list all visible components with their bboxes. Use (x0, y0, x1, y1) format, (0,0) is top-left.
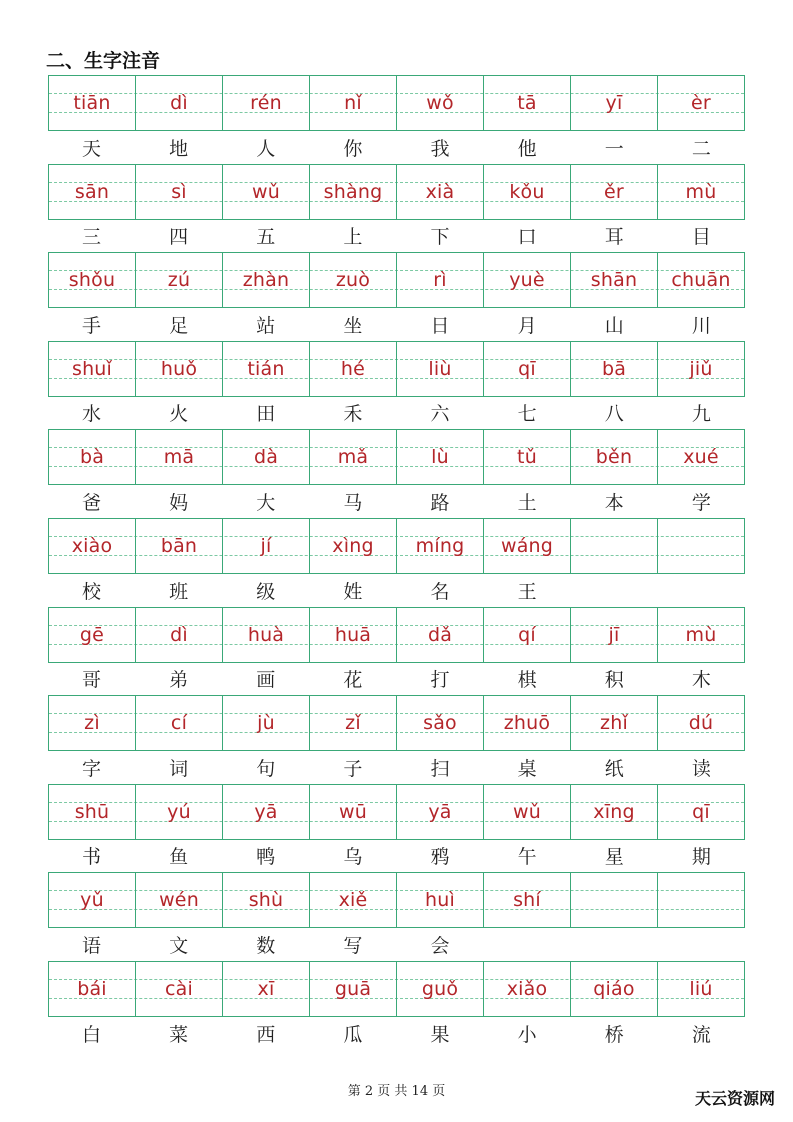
pinyin-cell: bái (49, 962, 136, 1016)
hanzi-character: 我 (430, 137, 450, 160)
pinyin-cell: cài (136, 962, 223, 1016)
hanzi-character: 会 (430, 934, 450, 957)
hanzi-character: 菜 (169, 1023, 189, 1046)
pinyin-cell: sān (49, 165, 136, 219)
pinyin-cell: zǐ (310, 696, 397, 750)
hanzi-character: 写 (343, 934, 363, 957)
pinyin-cell: qī (692, 800, 710, 823)
hanzi-character: 天 (82, 137, 102, 160)
pinyin-cell: yā (223, 785, 310, 839)
pinyin-cell: shuǐ (49, 342, 136, 396)
hanzi-row (48, 397, 745, 429)
pinyin-cell: qiáo (571, 962, 658, 1016)
pinyin-row (48, 518, 745, 574)
hanzi-character: 你 (343, 137, 363, 160)
hanzi-character: 水 (82, 403, 102, 426)
hanzi-character: 花 (343, 669, 363, 692)
hanzi-character: 星 (604, 846, 624, 869)
hanzi-character: 子 (343, 757, 363, 780)
pinyin-cell: èr (691, 92, 711, 114)
pinyin-cell: bā (571, 342, 658, 396)
hanzi-row (48, 485, 745, 517)
worksheet-row (48, 341, 745, 429)
hanzi-character: 桥 (604, 1023, 624, 1046)
hanzi-character: 下 (430, 226, 450, 249)
hanzi-character: 果 (430, 1023, 450, 1046)
hanzi-character: 人 (256, 137, 276, 160)
hanzi-character: 弟 (169, 669, 189, 692)
hanzi-row (48, 928, 745, 960)
pinyin-row (48, 872, 745, 928)
pinyin-cell: lù (397, 430, 484, 484)
hanzi-character: 日 (430, 314, 450, 337)
hanzi-character: 瓜 (343, 1023, 363, 1046)
pinyin-row (48, 75, 745, 131)
pinyin-cell: jiǔ (689, 357, 713, 380)
hanzi-character: 九 (691, 403, 711, 426)
pinyin-cell: míng (397, 519, 484, 573)
hanzi-character: 词 (169, 757, 189, 780)
pinyin-cell: tián (223, 342, 310, 396)
pinyin-cell: rén (223, 76, 310, 130)
pinyin-cell: tǔ (484, 430, 571, 484)
hanzi-character: 川 (691, 314, 711, 337)
pinyin-cell: wū (310, 785, 397, 839)
pinyin-row (48, 164, 745, 220)
pinyin-cell: jí (223, 519, 310, 573)
pinyin-cell: huā (310, 608, 397, 662)
hanzi-character: 他 (517, 137, 537, 160)
hanzi-character: 马 (343, 491, 363, 514)
hanzi-character: 月 (517, 314, 537, 337)
worksheet-row (48, 695, 745, 783)
hanzi-character: 画 (256, 669, 276, 692)
hanzi-character: 哥 (82, 669, 102, 692)
hanzi-character: 打 (430, 669, 450, 692)
page-footer: 第 2 页 共 14 页 (347, 1084, 446, 1099)
pinyin-cell: sǎo (397, 696, 484, 750)
hanzi-character: 字 (82, 757, 102, 780)
pinyin-row (48, 252, 745, 308)
hanzi-character: 读 (691, 757, 711, 780)
pinyin-cell: shān (571, 253, 658, 307)
pinyin-cell: běn (571, 430, 658, 484)
pinyin-cell: xīng (571, 785, 658, 839)
pinyin-cell: dì (136, 76, 223, 130)
hanzi-character: 名 (430, 580, 450, 603)
pinyin-cell: xiào (49, 519, 136, 573)
hanzi-character: 期 (691, 846, 711, 869)
site-watermark: 天云资源网 (694, 1089, 775, 1108)
worksheet-row (48, 518, 745, 606)
pinyin-cell: zì (49, 696, 136, 750)
pinyin-row (48, 607, 745, 663)
pinyin-cell: huì (397, 873, 484, 927)
worksheet-row (48, 961, 745, 1049)
pinyin-cell: dú (688, 712, 714, 735)
pinyin-cell (658, 873, 744, 927)
pinyin-cell: xiě (310, 873, 397, 927)
hanzi-character: 二 (691, 137, 711, 160)
hanzi-character: 三 (82, 226, 102, 249)
pinyin-cell: zuò (310, 253, 397, 307)
pinyin-cell (571, 873, 658, 927)
hanzi-character: 小 (517, 1023, 537, 1046)
hanzi-character: 爸 (82, 491, 102, 514)
pinyin-row (48, 341, 745, 397)
hanzi-character: 五 (256, 226, 276, 249)
hanzi-character: 六 (430, 403, 450, 426)
pinyin-cell: mù (685, 623, 717, 646)
hanzi-character: 上 (343, 226, 363, 249)
pinyin-cell: bān (136, 519, 223, 573)
hanzi-character: 姓 (343, 580, 363, 603)
pinyin-cell: nǐ (310, 76, 397, 130)
hanzi-character: 语 (82, 934, 102, 957)
pinyin-cell: zú (136, 253, 223, 307)
hanzi-character: 坐 (343, 314, 363, 337)
hanzi-row (48, 1017, 745, 1049)
pinyin-cell: zhàn (223, 253, 310, 307)
hanzi-character: 七 (517, 403, 537, 426)
pinyin-cell: shū (49, 785, 136, 839)
hanzi-character: 校 (82, 580, 102, 603)
pinyin-cell: yā (397, 785, 484, 839)
hanzi-character: 路 (430, 491, 450, 514)
hanzi-character: 桌 (517, 757, 537, 780)
hanzi-character: 本 (604, 491, 624, 514)
hanzi-character: 书 (82, 846, 102, 869)
hanzi-character: 级 (256, 580, 276, 603)
pinyin-cell: qī (484, 342, 571, 396)
hanzi-character: 耳 (604, 226, 624, 249)
worksheet-row (48, 252, 745, 340)
pinyin-cell (571, 519, 658, 573)
hanzi-character: 积 (604, 669, 624, 692)
worksheet-row (48, 607, 745, 695)
hanzi-character: 纸 (604, 757, 624, 780)
pinyin-cell: guǒ (397, 962, 484, 1016)
pinyin-cell: xìng (310, 519, 397, 573)
section-title: 二、生字注音 (46, 50, 161, 72)
hanzi-character: 目 (691, 226, 711, 249)
hanzi-character: 火 (169, 403, 189, 426)
pinyin-cell: mā (136, 430, 223, 484)
pinyin-row (48, 961, 745, 1017)
hanzi-character: 午 (517, 846, 537, 869)
hanzi-row (48, 840, 745, 872)
pinyin-cell: jù (223, 696, 310, 750)
hanzi-character: 王 (517, 580, 537, 603)
pinyin-cell: mù (685, 180, 717, 203)
hanzi-character: 站 (256, 314, 276, 337)
hanzi-character: 大 (256, 491, 276, 514)
pinyin-cell: hé (310, 342, 397, 396)
pinyin-cell: wǔ (223, 165, 310, 219)
hanzi-character: 扫 (430, 757, 450, 780)
pinyin-cell: wǔ (484, 785, 571, 839)
worksheet-row (48, 872, 745, 960)
hanzi-character: 四 (169, 226, 189, 249)
pinyin-cell: cí (136, 696, 223, 750)
pinyin-cell: dǎ (397, 608, 484, 662)
hanzi-row (48, 663, 745, 695)
pinyin-cell: tā (484, 76, 571, 130)
hanzi-character: 棋 (517, 669, 537, 692)
hanzi-character: 一 (604, 137, 624, 160)
hanzi-character: 学 (691, 491, 711, 514)
pinyin-cell: sì (136, 165, 223, 219)
pinyin-cell: shǒu (49, 253, 136, 307)
pinyin-cell: dì (136, 608, 223, 662)
worksheet-row (48, 784, 745, 872)
hanzi-character: 白 (82, 1023, 102, 1046)
pinyin-cell: zhǐ (571, 696, 658, 750)
pinyin-cell: tiān (49, 76, 136, 130)
hanzi-character: 八 (604, 403, 624, 426)
pinyin-cell: huǒ (136, 342, 223, 396)
hanzi-row (48, 131, 745, 163)
pinyin-cell: guā (310, 962, 397, 1016)
pinyin-cell: huà (223, 608, 310, 662)
hanzi-character: 鸭 (256, 846, 276, 869)
hanzi-row (48, 751, 745, 783)
pinyin-cell: kǒu (484, 165, 571, 219)
pinyin-cell: jī (571, 608, 658, 662)
hanzi-character: 数 (256, 934, 276, 957)
hanzi-character: 文 (169, 934, 189, 957)
pinyin-cell: bà (49, 430, 136, 484)
hanzi-character: 句 (256, 757, 276, 780)
pinyin-cell: xī (223, 962, 310, 1016)
pinyin-cell: rì (397, 253, 484, 307)
pinyin-cell: shàng (310, 165, 397, 219)
hanzi-character: 口 (517, 226, 537, 249)
worksheet-row (48, 429, 745, 517)
pinyin-cell: dà (223, 430, 310, 484)
pinyin-cell: qí (484, 608, 571, 662)
pinyin-cell (658, 519, 744, 573)
hanzi-character: 乌 (343, 846, 363, 869)
pinyin-cell: yǔ (49, 873, 136, 927)
pinyin-cell: zhuō (484, 696, 571, 750)
pinyin-cell: ěr (571, 165, 658, 219)
pinyin-cell: yī (571, 76, 658, 130)
pinyin-cell: xué (683, 446, 719, 469)
hanzi-character: 班 (169, 580, 189, 603)
hanzi-character: 足 (169, 314, 189, 337)
pinyin-cell: xià (397, 165, 484, 219)
pinyin-cell: gē (49, 608, 136, 662)
pinyin-cell: mǎ (310, 430, 397, 484)
hanzi-character: 鸦 (430, 846, 450, 869)
pinyin-row (48, 784, 745, 840)
hanzi-character: 手 (82, 314, 102, 337)
pinyin-cell: liú (689, 978, 713, 1000)
pinyin-cell: yuè (484, 253, 571, 307)
pinyin-row (48, 695, 745, 751)
hanzi-row (48, 308, 745, 340)
pinyin-cell: xiǎo (484, 962, 571, 1016)
hanzi-character: 妈 (169, 491, 189, 514)
hanzi-row (48, 220, 745, 252)
pinyin-row (48, 429, 745, 485)
hanzi-character: 木 (691, 669, 711, 692)
hanzi-character: 地 (169, 137, 189, 160)
pinyin-cell: yú (136, 785, 223, 839)
worksheet-row (48, 164, 745, 252)
pinyin-cell: shí (484, 873, 571, 927)
hanzi-character: 西 (256, 1023, 276, 1046)
pinyin-cell: liù (397, 342, 484, 396)
pinyin-cell: shù (223, 873, 310, 927)
hanzi-character: 鱼 (169, 846, 189, 869)
hanzi-character: 山 (604, 314, 624, 337)
pinyin-cell: wén (136, 873, 223, 927)
worksheet-row (48, 75, 745, 163)
pinyin-cell: wǒ (397, 76, 484, 130)
hanzi-row (48, 574, 745, 606)
pinyin-cell: chuān (671, 269, 731, 292)
pinyin-cell: wáng (484, 519, 571, 573)
hanzi-character: 田 (256, 403, 276, 426)
hanzi-character: 土 (517, 491, 537, 514)
hanzi-character: 禾 (343, 403, 363, 426)
hanzi-character: 流 (691, 1023, 711, 1046)
